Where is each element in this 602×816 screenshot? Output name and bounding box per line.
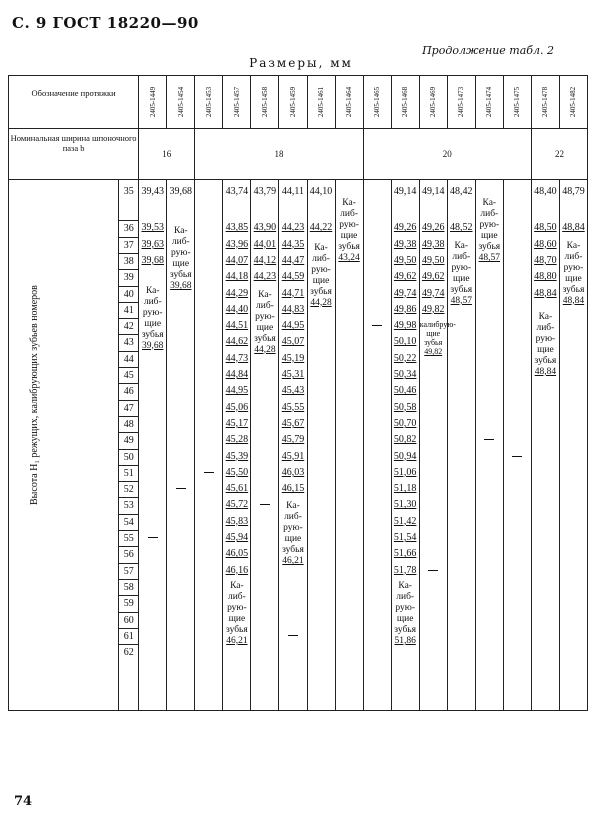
col-2405-1475 <box>503 180 531 711</box>
cell-value: 44,11 <box>281 186 305 197</box>
code-cell: 2405-1478 <box>531 76 559 129</box>
cell-value: 45,72 <box>225 499 249 511</box>
col-2405-1449 <box>139 180 167 711</box>
cell-value: 50,10 <box>393 336 417 348</box>
cell-value: 48,84 <box>562 222 585 234</box>
cell-value: 49,14 <box>421 186 445 197</box>
width-cell: 18 <box>195 129 363 180</box>
cell-value: 44,35 <box>281 238 305 250</box>
col-2405-1458 <box>251 180 279 711</box>
cell-value: 45,31 <box>281 369 305 380</box>
cell-value: 51,06 <box>393 466 417 478</box>
cell-value: 44,07 <box>225 254 249 266</box>
code-cell: 2405-1474 <box>475 76 503 129</box>
calibration-note: Ка- либ- рую- щие зубья 51,86 <box>394 580 417 646</box>
cell-value: 50,34 <box>393 369 417 380</box>
tooth-number: 40 <box>119 286 138 302</box>
cell-value: 43,74 <box>225 186 249 197</box>
tooth-number: 52 <box>119 481 138 497</box>
dash-mark <box>484 439 494 440</box>
cell-value: 44,40 <box>225 303 249 315</box>
cell-value: 46,03 <box>281 466 305 478</box>
cell-value: 50,94 <box>393 450 417 462</box>
cell-value: 45,55 <box>281 401 305 413</box>
cell-value: 45,61 <box>225 483 249 495</box>
cell-value: 45,06 <box>225 401 249 413</box>
calibration-note: Ка- либ- рую- щие зубья 39,68 <box>141 285 164 351</box>
width-cell: 22 <box>531 129 587 180</box>
cell-value: 44,12 <box>253 254 277 266</box>
code-cell: 2405-1468 <box>391 76 419 129</box>
tooth-number: 55 <box>119 530 138 546</box>
code-cell: 2405-1453 <box>195 76 223 129</box>
dash-mark <box>176 488 186 489</box>
dash-mark <box>372 325 382 326</box>
cell-value: 44,10 <box>309 186 333 197</box>
cell-value: 45,19 <box>281 352 305 364</box>
cell-value: 44,95 <box>225 385 249 397</box>
cell-value: 51,42 <box>393 515 417 527</box>
calibration-note: Ка- либ- рую- щие зубья 48,84 <box>534 311 557 377</box>
col-2405-1459 <box>279 180 307 711</box>
cell-value: 50,58 <box>393 401 417 413</box>
cell-value: 39,68 <box>141 254 164 266</box>
cell-value: 50,70 <box>393 417 417 429</box>
tooth-number: 38 <box>119 253 138 269</box>
calibration-note: Ка- либ- рую- щие зубья 39,68 <box>169 226 192 292</box>
calibration-note: Ка- либ- рую- щие зубья 48,84 <box>562 240 585 306</box>
cell-value: 44,62 <box>225 336 249 348</box>
tooth-number: 61 <box>119 628 138 644</box>
tooth-number: 58 <box>119 579 138 595</box>
tooth-number: 42 <box>119 318 138 334</box>
cell-value: 49,26 <box>421 222 445 234</box>
cell-value: 49,62 <box>421 271 445 283</box>
cell-value: 46,16 <box>225 564 249 576</box>
col-2405-1473 <box>447 180 475 711</box>
cell-value: 45,91 <box>281 450 305 462</box>
cell-value: 48,70 <box>534 254 557 266</box>
code-cell: 2405-1457 <box>223 76 251 129</box>
cell-value: 48,60 <box>534 238 557 250</box>
cell-value: 45,50 <box>225 466 249 478</box>
tooth-number: 60 <box>119 612 138 628</box>
cell-value: 46,05 <box>225 548 249 560</box>
code-cell: 2405-1454 <box>167 76 195 129</box>
cell-value: 51,66 <box>393 548 417 560</box>
cell-value: 45,94 <box>225 532 249 543</box>
cell-value: 45,67 <box>281 417 305 429</box>
code-cell: 2405-1465 <box>363 76 391 129</box>
cell-value: 43,96 <box>225 238 249 250</box>
tooth-number: 53 <box>119 497 138 513</box>
cell-value: 48,79 <box>562 186 585 197</box>
calibration-note: калибрую- щие зубья 49,82 <box>419 320 456 357</box>
cell-value: 44,83 <box>281 303 305 315</box>
col-2405-1454 <box>167 180 195 711</box>
page-number: 74 <box>14 794 33 809</box>
tooth-number: 62 <box>119 644 138 660</box>
cell-value: 51,30 <box>393 499 417 511</box>
cell-value: 44,29 <box>225 287 249 299</box>
gost-table <box>8 75 588 711</box>
sizes-caption: Размеры, мм <box>249 56 353 70</box>
document-title: С. 9 ГОСТ 18220—90 <box>12 14 199 32</box>
cell-value: 49,50 <box>393 254 417 266</box>
tooth-number: 50 <box>119 449 138 465</box>
calibration-note: Ка- либ- рую- щие зубья 46,21 <box>226 580 248 646</box>
cell-value: 50,82 <box>393 434 417 446</box>
cell-value: 44,23 <box>253 271 277 283</box>
cell-value: 45,39 <box>225 450 249 462</box>
calibration-note: Ка- либ- рую- щие зубья 48,57 <box>450 240 473 306</box>
cell-value: 39,68 <box>169 186 193 197</box>
calibration-note: Ка- либ- рую- щие зубья 44,28 <box>254 289 276 355</box>
cell-value: 49,50 <box>421 254 445 266</box>
col-2405-1478 <box>531 180 559 711</box>
dash-mark <box>260 504 270 505</box>
code-cell: 2405-1469 <box>419 76 447 129</box>
tooth-number: 56 <box>119 546 138 562</box>
cell-value: 45,83 <box>225 515 249 527</box>
cell-value: 45,43 <box>281 385 305 397</box>
cell-value: 46,15 <box>281 483 305 495</box>
col-2405-1469 <box>419 180 456 711</box>
tooth-number: 57 <box>119 563 138 579</box>
col-2405-1464 <box>335 180 363 711</box>
width-cell: 16 <box>139 129 195 180</box>
cell-value: 48,42 <box>450 186 473 197</box>
tooth-number: 59 <box>119 595 138 611</box>
cell-value: 44,47 <box>281 254 305 266</box>
cell-value: 50,46 <box>393 385 417 397</box>
cell-value: 48,50 <box>534 222 557 234</box>
cell-value: 44,22 <box>309 222 333 234</box>
cell-value: 44,18 <box>225 271 249 283</box>
cell-value: 49,82 <box>421 303 445 315</box>
cell-value: 50,22 <box>393 352 417 364</box>
cell-value: 44,73 <box>225 352 249 364</box>
tooth-number: 48 <box>119 416 138 432</box>
cell-value: 49,62 <box>393 271 417 283</box>
tooth-number: 37 <box>119 237 138 253</box>
tooth-number: 54 <box>119 514 138 530</box>
code-cell: 2405-1449 <box>139 76 167 129</box>
tooth-number: 39 <box>119 269 138 285</box>
code-cell: 2405-1482 <box>559 76 587 129</box>
side-label: Высота H₁ режущих, калибрующих зубьев номеров <box>29 285 40 505</box>
tooth-number: 49 <box>119 432 138 448</box>
tooth-number: 46 <box>119 383 138 399</box>
code-cell: 2405-1461 <box>307 76 335 129</box>
cell-value: 43,85 <box>225 222 249 234</box>
col-2405-1461 <box>307 180 335 711</box>
dash-mark <box>512 456 522 457</box>
cell-value: 44,71 <box>281 287 305 299</box>
calibration-note: Ка- либ- рую- щие зубья 43,24 <box>338 198 360 263</box>
cell-value: 44,51 <box>225 320 249 332</box>
col-2405-1474 <box>475 180 503 711</box>
code-cell: 2405-1473 <box>447 76 475 129</box>
cell-value: 48,84 <box>534 287 557 299</box>
cell-value: 49,38 <box>421 238 445 250</box>
cell-value: 48,40 <box>534 186 557 197</box>
col-2405-1465 <box>363 180 391 711</box>
table-continuation-label: Продолжение табл. 2 <box>422 44 554 57</box>
tooth-number: 41 <box>119 302 138 318</box>
tooth-number: 44 <box>119 351 138 367</box>
dash-mark <box>428 570 438 571</box>
col-2405-1468 <box>391 180 419 711</box>
cell-value: 51,54 <box>393 532 417 543</box>
cell-value: 51,78 <box>393 564 417 576</box>
calibration-note: Ка- либ- рую- щие зубья 46,21 <box>282 501 304 567</box>
tooth-number: 45 <box>119 367 138 383</box>
calibration-note: Ка- либ- рую- щие зубья 48,57 <box>478 198 501 263</box>
cell-value: 45,07 <box>281 336 305 348</box>
cell-value: 49,38 <box>393 238 417 250</box>
cell-value: 49,74 <box>393 287 417 299</box>
side-label-cell <box>9 180 119 711</box>
width-cell: 20 <box>363 129 531 180</box>
dash-mark <box>288 635 298 636</box>
cell-value: 43,79 <box>253 186 277 197</box>
code-cell: 2405-1458 <box>251 76 279 129</box>
cell-value: 43,90 <box>253 222 277 234</box>
code-cell: 2405-1464 <box>335 76 363 129</box>
cell-value: 49,14 <box>393 186 417 197</box>
tooth-number: 36 <box>119 220 138 236</box>
cell-value: 51,18 <box>393 483 417 495</box>
calibration-note: Ка- либ- рую- щие зубья 44,28 <box>310 242 332 308</box>
cell-value: 49,86 <box>393 303 417 315</box>
code-cell: 2405-1459 <box>279 76 307 129</box>
cell-value: 45,79 <box>281 434 305 446</box>
row-label-designation: Обозначение протяжки <box>9 76 139 129</box>
cell-value: 45,28 <box>225 434 249 446</box>
col-2405-1453 <box>195 180 223 711</box>
cell-value: 48,80 <box>534 271 557 283</box>
dash-mark <box>148 537 158 538</box>
cell-value: 44,84 <box>225 369 249 380</box>
cell-value: 44,95 <box>281 320 305 332</box>
cell-value: 49,98 <box>393 320 417 332</box>
dash-mark <box>204 472 214 473</box>
col-2405-1457 <box>223 180 251 711</box>
cell-value: 44,01 <box>253 238 277 250</box>
row-label-width: Номинальная ширина шпоночного паза b <box>9 129 139 180</box>
tooth-number: 47 <box>119 400 138 416</box>
cell-value: 45,17 <box>225 417 249 429</box>
cell-value: 49,26 <box>393 222 417 234</box>
col-2405-1482 <box>559 180 587 711</box>
tooth-number: 51 <box>119 465 138 481</box>
tooth-number: 35 <box>123 186 134 197</box>
tooth-numbers <box>119 180 139 711</box>
cell-value: 48,52 <box>450 222 473 234</box>
cell-value: 49,74 <box>421 287 445 299</box>
cell-value: 39,43 <box>141 186 164 197</box>
code-cell: 2405-1475 <box>503 76 531 129</box>
cell-value: 44,23 <box>281 222 305 234</box>
cell-value: 44,59 <box>281 271 305 283</box>
tooth-number: 43 <box>119 334 138 350</box>
cell-value: 39,53 <box>141 222 164 234</box>
cell-value: 39,63 <box>141 238 164 250</box>
